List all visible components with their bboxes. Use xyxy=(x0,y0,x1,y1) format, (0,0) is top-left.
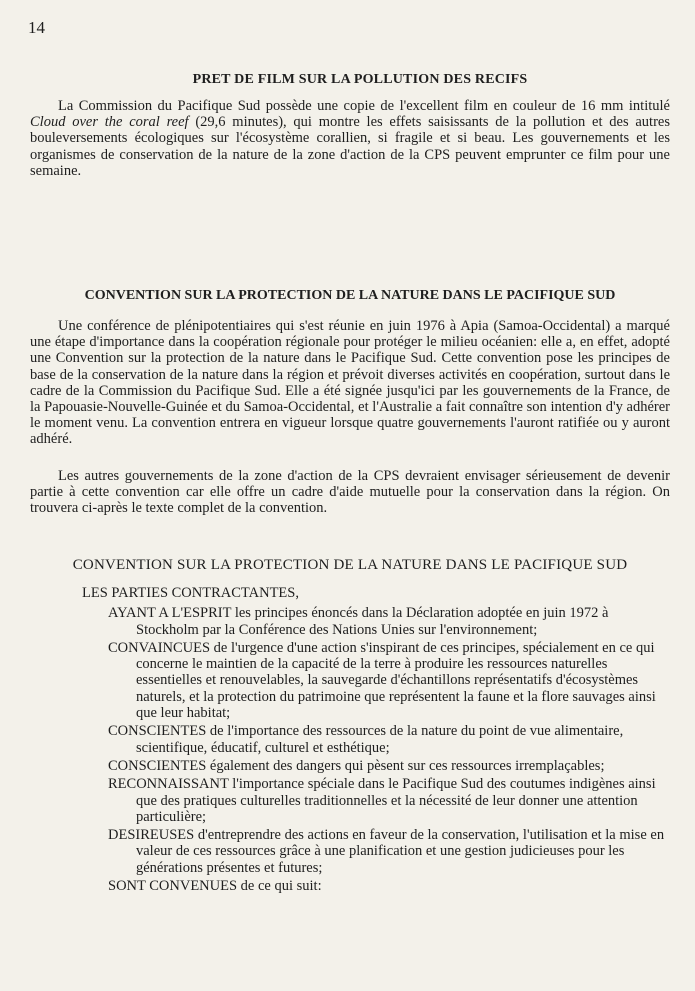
film-title-italic: Cloud over the coral reef xyxy=(30,114,189,131)
section-convention-intro xyxy=(30,288,670,516)
preamble-item: AYANT A L'ESPRIT les principes énoncés dans la Déclaration adoptée en juin 1972 à Stockholm par la Conférence des Nations Unies sur l'environnement; xyxy=(108,605,609,638)
preamble-item: CONSCIENTES également des dangers qui pèsent sur ces ressources irremplaçables; xyxy=(108,757,605,774)
paragraph-film-text-1: La Commission du Pacifique Sud possède une copie de l'excellent film en couleur de 16 mm intitulé xyxy=(58,98,670,114)
preamble-item: RECONNAISSANT l'importance spéciale dans le Pacifique Sud des coutumes indigènes ainsi que des pratiques culturelles traditionnelles et la nécessité de leur donner une attention particulière; xyxy=(108,776,656,825)
contracting-parties: LES PARTIES CONTRACTANTES, xyxy=(82,585,299,601)
preamble-item: CONVAINCUES de l'urgence d'une action s'inspirant de ces principes, spécialement en ce qui concerne le maintien de la capacité de la terre à produire les ressources naturelles essentielles et renouvelables, la sauvegarde d'échantillons représentatifs d'écosystèmes naturels, et la protection du patrimoine que représentent la faune et la flore sauvages ainsi que leur habitat; xyxy=(108,639,656,722)
page-number: 14 xyxy=(28,18,45,37)
convention-preamble xyxy=(82,585,667,896)
paragraph-convention-2: Les autres gouvernements de la zone d'action de la CPS devraient envisager sérieusement de devenir partie à cette convention car elle offre un cadre d'aide mutuelle pour la conservation dans la région. On trouvera ci-après le texte complet de la convention. xyxy=(30,467,670,517)
paragraph-film-text-2: (29,6 minutes), qui montre les effets saisissants de la pollution et des autres bouleversements écologiques sur l'écosystème corallien, si fragile et si beau. Les gouvernements et les organismes de conservation de la nature de la zone d'action de la CPS peuvent emprunter ce film pour une semaine. xyxy=(30,114,670,179)
section-film-loan xyxy=(30,72,670,179)
convention-title: CONVENTION SUR LA PROTECTION DE LA NATURE DANS LE PACIFIQUE SUD xyxy=(72,557,628,573)
paragraph-convention-1: Une conférence de plénipotentiaires qui s'est réunie en juin 1976 à Apia (Samoa-Occidental) a marqué une étape d'importance dans la coopération régionale pour protéger le milieu océanien: elle a, en effet, adopté une Convention sur la protection de la nature dans le Pacifique Sud. Cette convention pose les principes de base de la conservation de la nature dans la région et prévoit diverses activités en coopération, surtout dans le cadre de la Commission du Pacifique Sud. Elle a été signée jusqu'ici par les gouvernements de la France, de la Papouasie-Nouvelle-Guinée et du Samoa-Occidental, et l'Australie a fait connaître son intention d'y adhérer le moment venu. La convention entrera en vigueur lorsque quatre gouvernements l'auront ratifiée ou y auront adhéré. xyxy=(30,318,670,448)
paragraph-film xyxy=(30,98,670,179)
convention-text-title-block xyxy=(30,557,670,574)
preamble-item: CONSCIENTES de l'importance des ressources de la nature du point de vue alimentaire, scientifique, éducatif, culturel et esthétique; xyxy=(108,723,624,756)
preamble-item: SONT CONVENUES de ce qui suit: xyxy=(108,878,322,895)
section-title-convention: CONVENTION SUR LA PROTECTION DE LA NATURE DANS LE PACIFIQUE SUD xyxy=(84,288,616,303)
preamble-item: DESIREUSES d'entreprendre des actions en faveur de la conservation, l'utilisation et la mise en valeur de ces ressources grâce à une planification et une gestion judicieuses pour les générations présentes et futures; xyxy=(108,827,665,876)
section-title-film: PRET DE FILM SUR LA POLLUTION DES RECIFS xyxy=(192,72,528,87)
